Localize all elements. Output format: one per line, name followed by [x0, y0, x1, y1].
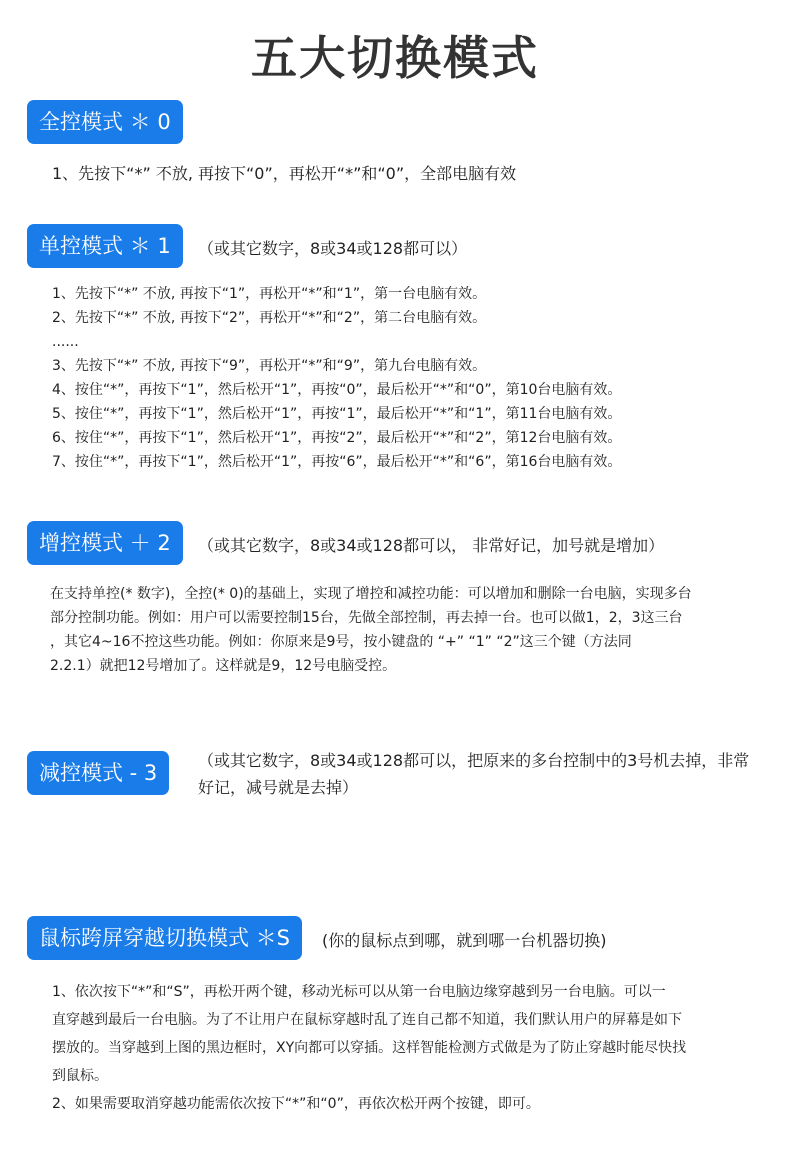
add-control-description [50, 582, 692, 678]
instruction-line: 7、按住“*”，再按下“1”，然后松开“1”，再按“6”，最后松开“*”和“6”，第16台电脑有效。 [52, 454, 622, 470]
paragraph-line: 2.2.1）就把12号增加了。这样就是9，12号电脑受控。 [50, 658, 397, 674]
mouse-cross-screen-note: (你的鼠标点到哪，就到哪一台机器切换) [322, 931, 607, 950]
paragraph-line: 摆放的。当穿越到上图的黑边框时，XY向都可以穿插。这样智能检测方式做是为了防止穿越时能尽快找 [52, 1040, 687, 1056]
reduce-control-mode-tag: 减控模式 - 3 [27, 751, 169, 795]
add-control-note: （或其它数字，8或34或128都可以， 非常好记，加号就是增加） [198, 536, 665, 555]
full-control-instruction: 1、先按下“*” 不放, 再按下“0”，再松开“*”和“0”，全部电脑有效 [52, 164, 517, 183]
full-control-mode-tag: 全控模式 ＊ 0 [27, 100, 183, 144]
paragraph-line: 部分控制功能。例如：用户可以需要控制15台，先做全部控制，再去掉一台。也可以做1，2，3这三台 [50, 610, 683, 626]
mouse-cross-screen-mode-tag: 鼠标跨屏穿越切换模式 ＊S [27, 916, 302, 960]
paragraph-line: 在支持单控(* 数字)，全控(* 0)的基础上，实现了增控和减控功能：可以增加和删除一台电脑，实现多台 [50, 586, 692, 602]
single-control-mode-tag: 单控模式 ＊ 1 [27, 224, 183, 268]
instruction-line: 3、先按下“*” 不放, 再按下“9”，再松开“*”和“9”，第九台电脑有效。 [52, 358, 487, 374]
single-control-instructions [52, 282, 621, 474]
add-control-mode-tag: 增控模式 ＋ 2 [27, 521, 183, 565]
instruction-line: 1、先按下“*” 不放, 再按下“1”，再松开“*”和“1”，第一台电脑有效。 [52, 286, 487, 302]
paragraph-line: 1、依次按下“*”和“S”，再松开两个键，移动光标可以从第一台电脑边缘穿越到另一台电脑。可以一 [52, 984, 666, 1000]
paragraph-line: 2、如果需要取消穿越功能需依次按下“*”和“0”，再依次松开两个按键，即可。 [52, 1096, 540, 1112]
page-title: 五大切换模式 [251, 31, 539, 85]
paragraph-line: 直穿越到最后一台电脑。为了不让用户在鼠标穿越时乱了连自己都不知道，我们默认用户的屏幕是如下 [52, 1012, 682, 1028]
instruction-line: 6、按住“*”，再按下“1”，然后松开“1”，再按“2”，最后松开“*”和“2”，第12台电脑有效。 [52, 430, 622, 446]
reduce-control-note: （或其它数字，8或34或128都可以，把原来的多台控制中的3号机去掉，非常好记，减号就是去掉） [198, 751, 750, 797]
instruction-line: 2、先按下“*” 不放, 再按下“2”，再松开“*”和“2”，第二台电脑有效。 [52, 310, 487, 326]
instruction-line: 5、按住“*”，再按下“1”，然后松开“1”，再按“1”，最后松开“*”和“1”，第11台电脑有效。 [52, 406, 622, 422]
mouse-cross-screen-instructions [52, 978, 686, 1118]
paragraph-line: ，其它4~16不控这些功能。例如：你原来是9号，按小键盘的 “+” “1” “2”这三个键（方法同 [50, 634, 632, 650]
paragraph-line: 到鼠标。 [52, 1068, 108, 1084]
instruction-line: 4、按住“*”，再按下“1”，然后松开“1”，再按“0”，最后松开“*”和“0”，第10台电脑有效。 [52, 382, 622, 398]
instruction-line: ...... [52, 334, 79, 350]
single-control-note: （或其它数字，8或34或128都可以） [198, 239, 468, 258]
